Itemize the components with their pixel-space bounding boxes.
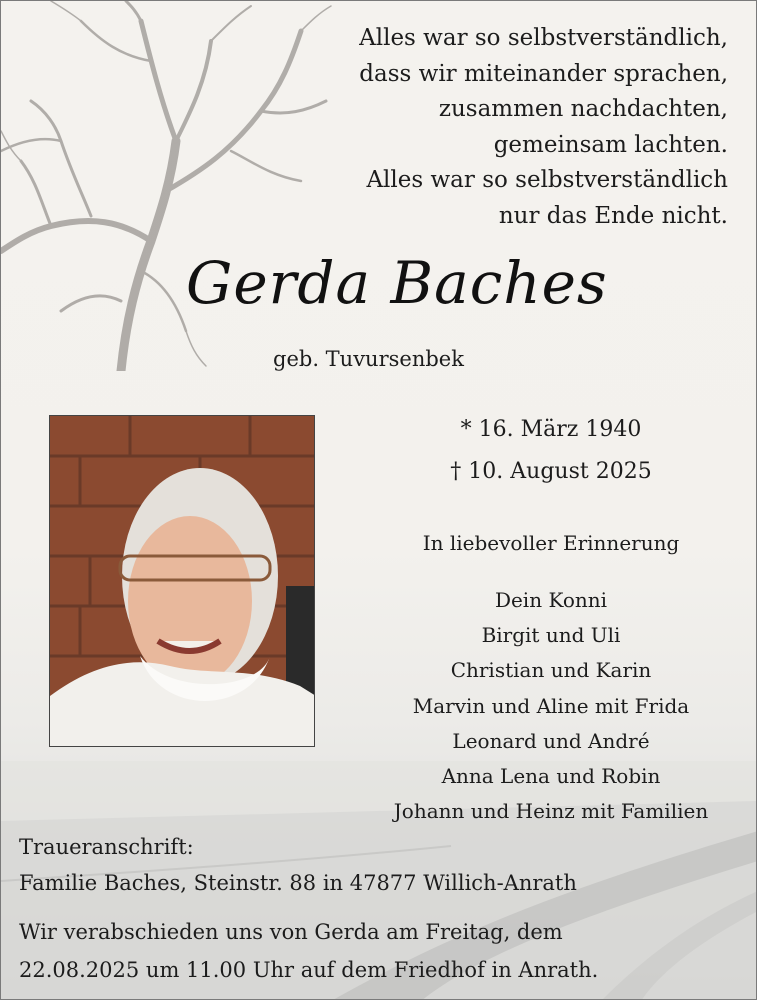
poem-line: Alles war so selbstverständlich — [366, 167, 728, 193]
address-line: Familie Baches, Steinstr. 88 in 47877 Willich-Anrath — [19, 871, 577, 895]
funeral-announcement — [19, 913, 598, 989]
address-label: Traueranschrift: — [19, 835, 194, 859]
birth-name: geb. Tuvursenbek — [273, 347, 464, 371]
mourner: Leonard und André — [452, 728, 650, 753]
life-dates — [401, 409, 701, 493]
deceased-name: Gerda Baches — [186, 249, 608, 317]
mourner: Christian und Karin — [450, 658, 652, 683]
funeral-line: Wir verabschieden uns von Gerda am Freitag, dem — [19, 920, 563, 944]
memory-line: In liebevoller Erinnerung — [422, 531, 680, 555]
mourning-address — [19, 829, 577, 901]
mourner: Birgit und Uli — [481, 623, 621, 648]
mourners-list — [351, 583, 751, 829]
mourner: Anna Lena und Robin — [441, 764, 661, 789]
poem-line: Alles war so selbstverständlich, — [359, 25, 728, 51]
funeral-line: 22.08.2025 um 11.00 Uhr auf dem Friedhof in Anrath. — [19, 958, 599, 982]
poem-line: dass wir miteinander sprachen, — [359, 60, 728, 87]
poem-line: gemeinsam lachten. — [493, 131, 728, 158]
poem-line: zusammen nachdachten, — [438, 96, 728, 122]
poem-line: nur das Ende nicht. — [498, 202, 728, 229]
mourner: Marvin und Aline mit Frida — [412, 693, 690, 718]
birth-date: * 16. März 1940 — [460, 417, 642, 442]
poem — [268, 21, 728, 234]
death-date: † 10. August 2025 — [450, 459, 652, 484]
mourner: Dein Konni — [494, 588, 608, 612]
portrait-photo — [49, 415, 315, 747]
mourner: Johann und Heinz mit Familien — [393, 799, 709, 824]
